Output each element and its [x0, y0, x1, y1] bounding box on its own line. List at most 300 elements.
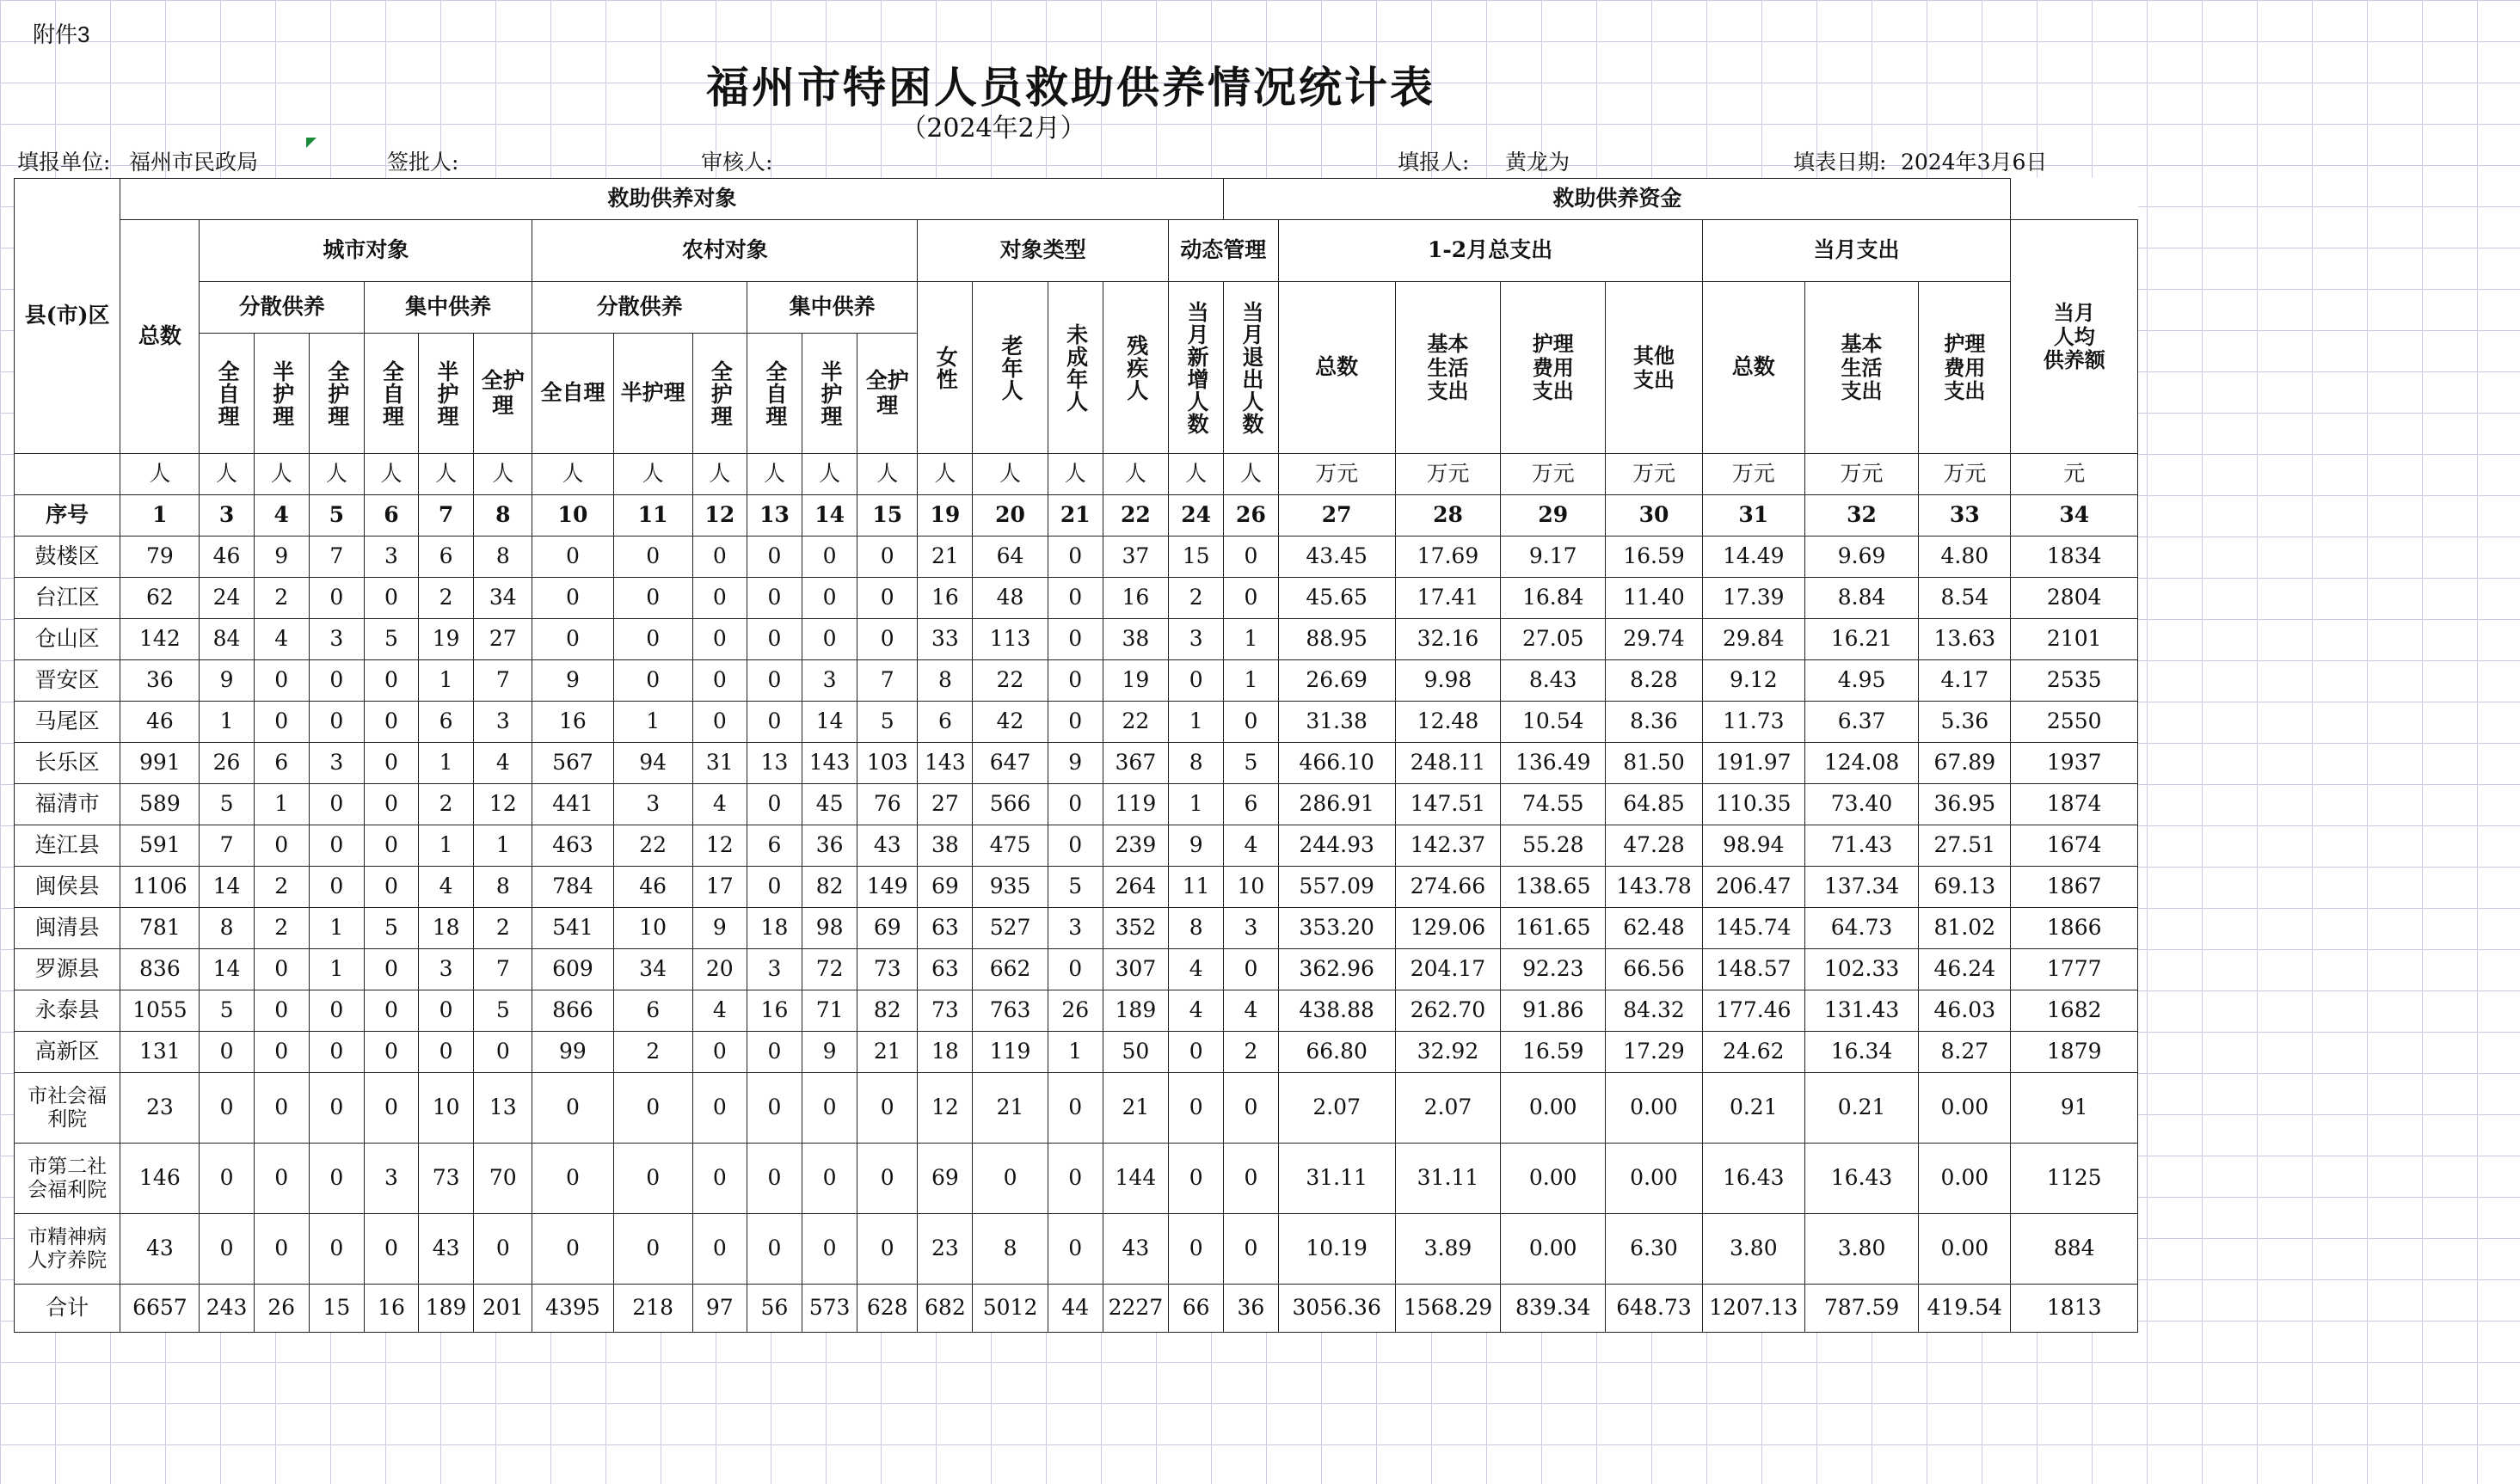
reporter-value[interactable]: 黄龙为 — [1505, 150, 1570, 175]
data-cell[interactable]: 38 — [918, 825, 973, 867]
data-cell[interactable]: 16 — [1103, 578, 1168, 619]
data-cell[interactable]: 46.03 — [1919, 990, 2011, 1032]
data-cell[interactable]: 6 — [613, 990, 692, 1032]
data-cell[interactable]: 0 — [309, 702, 364, 743]
data-cell[interactable]: 0 — [1224, 1214, 1278, 1285]
data-cell[interactable]: 8 — [973, 1214, 1048, 1285]
data-cell[interactable]: 3 — [1224, 908, 1278, 949]
data-cell[interactable]: 7 — [474, 949, 532, 990]
data-cell[interactable]: 27.05 — [1501, 619, 1606, 660]
data-cell[interactable]: 9.69 — [1804, 537, 1918, 578]
data-cell[interactable]: 204.17 — [1395, 949, 1500, 990]
data-cell[interactable]: 8 — [474, 867, 532, 908]
data-cell[interactable]: 21 — [918, 537, 973, 578]
data-cell[interactable]: 1106 — [120, 867, 200, 908]
data-cell[interactable]: 24 — [200, 578, 254, 619]
data-cell[interactable]: 0 — [747, 1144, 802, 1214]
data-cell[interactable]: 73 — [857, 949, 918, 990]
data-cell[interactable]: 1866 — [2011, 908, 2138, 949]
data-cell[interactable]: 243 — [200, 1285, 254, 1333]
data-cell[interactable]: 42 — [973, 702, 1048, 743]
data-cell[interactable]: 884 — [2011, 1214, 2138, 1285]
data-cell[interactable]: 66.80 — [1278, 1032, 1395, 1073]
county-name-cell[interactable]: 马尾区 — [15, 702, 120, 743]
data-cell[interactable]: 31.11 — [1395, 1144, 1500, 1214]
data-cell[interactable]: 0 — [309, 578, 364, 619]
data-cell[interactable]: 6 — [419, 702, 474, 743]
data-cell[interactable]: 0 — [692, 1214, 747, 1285]
data-cell[interactable]: 1867 — [2011, 867, 2138, 908]
data-cell[interactable]: 0 — [857, 537, 918, 578]
data-cell[interactable]: 4 — [1224, 825, 1278, 867]
data-cell[interactable]: 0 — [309, 867, 364, 908]
data-cell[interactable]: 8.36 — [1606, 702, 1702, 743]
data-cell[interactable]: 0 — [309, 1073, 364, 1144]
data-cell[interactable]: 0 — [857, 578, 918, 619]
data-cell[interactable]: 787.59 — [1804, 1285, 1918, 1333]
data-cell[interactable]: 1834 — [2011, 537, 2138, 578]
data-cell[interactable]: 2 — [254, 578, 309, 619]
data-cell[interactable]: 589 — [120, 784, 200, 825]
data-cell[interactable]: 1 — [309, 908, 364, 949]
data-cell[interactable]: 71 — [802, 990, 857, 1032]
data-cell[interactable]: 0 — [692, 660, 747, 702]
data-cell[interactable]: 73.40 — [1804, 784, 1918, 825]
data-cell[interactable]: 352 — [1103, 908, 1168, 949]
data-cell[interactable]: 63 — [918, 908, 973, 949]
data-cell[interactable]: 4 — [1168, 949, 1223, 990]
data-cell[interactable]: 0 — [309, 660, 364, 702]
data-cell[interactable]: 0 — [747, 702, 802, 743]
data-cell[interactable]: 3 — [1168, 619, 1223, 660]
data-cell[interactable]: 22 — [973, 660, 1048, 702]
data-cell[interactable]: 1 — [1168, 702, 1223, 743]
data-cell[interactable]: 62.48 — [1606, 908, 1702, 949]
data-cell[interactable]: 189 — [419, 1285, 474, 1333]
data-cell[interactable]: 137.34 — [1804, 867, 1918, 908]
data-cell[interactable]: 475 — [973, 825, 1048, 867]
data-cell[interactable]: 69 — [918, 867, 973, 908]
county-name-cell[interactable]: 晋安区 — [15, 660, 120, 702]
data-cell[interactable]: 0 — [474, 1032, 532, 1073]
data-cell[interactable]: 763 — [973, 990, 1048, 1032]
data-cell[interactable]: 102.33 — [1804, 949, 1918, 990]
data-cell[interactable]: 0 — [1048, 784, 1103, 825]
data-cell[interactable]: 264 — [1103, 867, 1168, 908]
county-name-cell[interactable]: 长乐区 — [15, 743, 120, 784]
data-cell[interactable]: 0 — [1168, 660, 1223, 702]
data-cell[interactable]: 15 — [309, 1285, 364, 1333]
data-cell[interactable]: 32.16 — [1395, 619, 1500, 660]
data-cell[interactable]: 3 — [309, 743, 364, 784]
data-cell[interactable]: 0 — [254, 702, 309, 743]
data-cell[interactable]: 72 — [802, 949, 857, 990]
data-cell[interactable]: 27.51 — [1919, 825, 2011, 867]
data-cell[interactable]: 7 — [309, 537, 364, 578]
data-cell[interactable]: 8 — [918, 660, 973, 702]
data-cell[interactable]: 0 — [364, 1073, 418, 1144]
data-cell[interactable]: 0.00 — [1501, 1214, 1606, 1285]
data-cell[interactable]: 0 — [747, 660, 802, 702]
data-cell[interactable]: 0 — [254, 660, 309, 702]
data-cell[interactable]: 119 — [1103, 784, 1168, 825]
county-name-cell[interactable]: 合计 — [15, 1285, 120, 1333]
data-cell[interactable]: 0 — [364, 990, 418, 1032]
data-cell[interactable]: 218 — [613, 1285, 692, 1333]
data-cell[interactable]: 0 — [802, 537, 857, 578]
data-cell[interactable]: 1674 — [2011, 825, 2138, 867]
data-cell[interactable]: 0 — [747, 1073, 802, 1144]
data-cell[interactable]: 206.47 — [1702, 867, 1804, 908]
data-cell[interactable]: 784 — [532, 867, 613, 908]
data-cell[interactable]: 0 — [1224, 537, 1278, 578]
data-cell[interactable]: 1937 — [2011, 743, 2138, 784]
data-cell[interactable]: 9.12 — [1702, 660, 1804, 702]
data-cell[interactable]: 1 — [1048, 1032, 1103, 1073]
data-cell[interactable]: 0 — [364, 867, 418, 908]
data-cell[interactable]: 0 — [309, 1032, 364, 1073]
data-cell[interactable]: 2 — [419, 578, 474, 619]
data-cell[interactable]: 23 — [120, 1073, 200, 1144]
data-cell[interactable]: 9 — [1048, 743, 1103, 784]
data-cell[interactable]: 13 — [747, 743, 802, 784]
data-cell[interactable]: 0 — [802, 578, 857, 619]
data-cell[interactable]: 37 — [1103, 537, 1168, 578]
data-cell[interactable]: 463 — [532, 825, 613, 867]
data-cell[interactable]: 46.24 — [1919, 949, 2011, 990]
data-cell[interactable]: 438.88 — [1278, 990, 1395, 1032]
data-cell[interactable]: 143 — [802, 743, 857, 784]
data-cell[interactable]: 142 — [120, 619, 200, 660]
data-cell[interactable]: 781 — [120, 908, 200, 949]
data-cell[interactable]: 2550 — [2011, 702, 2138, 743]
data-cell[interactable]: 0 — [1168, 1073, 1223, 1144]
data-cell[interactable]: 44 — [1048, 1285, 1103, 1333]
data-cell[interactable]: 3 — [419, 949, 474, 990]
data-cell[interactable]: 142.37 — [1395, 825, 1500, 867]
data-cell[interactable]: 21 — [1103, 1073, 1168, 1144]
data-cell[interactable]: 5 — [200, 990, 254, 1032]
data-cell[interactable]: 0 — [1168, 1214, 1223, 1285]
data-cell[interactable]: 15 — [1168, 537, 1223, 578]
data-cell[interactable]: 9 — [200, 660, 254, 702]
data-cell[interactable]: 124.08 — [1804, 743, 1918, 784]
data-cell[interactable]: 16.43 — [1702, 1144, 1804, 1214]
data-cell[interactable]: 4.80 — [1919, 537, 2011, 578]
data-cell[interactable]: 239 — [1103, 825, 1168, 867]
data-cell[interactable]: 567 — [532, 743, 613, 784]
data-cell[interactable]: 45.65 — [1278, 578, 1395, 619]
data-cell[interactable]: 0 — [200, 1144, 254, 1214]
data-cell[interactable]: 36 — [1224, 1285, 1278, 1333]
data-cell[interactable]: 2 — [474, 908, 532, 949]
data-cell[interactable]: 2804 — [2011, 578, 2138, 619]
county-name-cell[interactable]: 永泰县 — [15, 990, 120, 1032]
data-cell[interactable]: 69.13 — [1919, 867, 2011, 908]
county-name-cell[interactable]: 罗源县 — [15, 949, 120, 990]
data-cell[interactable]: 0 — [1048, 660, 1103, 702]
data-cell[interactable]: 8 — [200, 908, 254, 949]
data-cell[interactable]: 98.94 — [1702, 825, 1804, 867]
data-cell[interactable]: 0 — [1224, 578, 1278, 619]
data-cell[interactable]: 17.29 — [1606, 1032, 1702, 1073]
data-cell[interactable]: 0 — [973, 1144, 1048, 1214]
data-cell[interactable]: 0 — [1224, 949, 1278, 990]
county-name-cell[interactable]: 闽清县 — [15, 908, 120, 949]
data-cell[interactable]: 46 — [200, 537, 254, 578]
data-cell[interactable]: 248.11 — [1395, 743, 1500, 784]
data-cell[interactable]: 131.43 — [1804, 990, 1918, 1032]
data-cell[interactable]: 935 — [973, 867, 1048, 908]
data-cell[interactable]: 6 — [1224, 784, 1278, 825]
data-cell[interactable]: 1874 — [2011, 784, 2138, 825]
data-cell[interactable]: 2 — [419, 784, 474, 825]
data-cell[interactable]: 0 — [1048, 619, 1103, 660]
data-cell[interactable]: 0 — [1168, 1144, 1223, 1214]
data-cell[interactable]: 0 — [613, 660, 692, 702]
data-cell[interactable]: 14 — [802, 702, 857, 743]
data-cell[interactable]: 4.17 — [1919, 660, 2011, 702]
data-cell[interactable]: 6.37 — [1804, 702, 1918, 743]
data-cell[interactable]: 29.74 — [1606, 619, 1702, 660]
data-cell[interactable]: 16.59 — [1606, 537, 1702, 578]
data-cell[interactable]: 5.36 — [1919, 702, 2011, 743]
data-cell[interactable]: 307 — [1103, 949, 1168, 990]
data-cell[interactable]: 2 — [1224, 1032, 1278, 1073]
data-cell[interactable]: 0.21 — [1804, 1073, 1918, 1144]
data-cell[interactable]: 1 — [1224, 619, 1278, 660]
data-cell[interactable]: 0 — [747, 784, 802, 825]
data-cell[interactable]: 21 — [857, 1032, 918, 1073]
data-cell[interactable]: 70 — [474, 1144, 532, 1214]
data-cell[interactable]: 16.84 — [1501, 578, 1606, 619]
data-cell[interactable]: 161.65 — [1501, 908, 1606, 949]
data-cell[interactable]: 1 — [1224, 660, 1278, 702]
data-cell[interactable]: 609 — [532, 949, 613, 990]
data-cell[interactable]: 92.23 — [1501, 949, 1606, 990]
data-cell[interactable]: 1 — [419, 660, 474, 702]
data-cell[interactable]: 0 — [364, 825, 418, 867]
data-cell[interactable]: 11 — [1168, 867, 1223, 908]
data-cell[interactable]: 0 — [254, 949, 309, 990]
data-cell[interactable]: 367 — [1103, 743, 1168, 784]
data-cell[interactable]: 19 — [419, 619, 474, 660]
data-cell[interactable]: 0 — [857, 1214, 918, 1285]
data-cell[interactable]: 64.85 — [1606, 784, 1702, 825]
data-cell[interactable]: 0 — [364, 702, 418, 743]
data-cell[interactable]: 82 — [857, 990, 918, 1032]
data-cell[interactable]: 36 — [120, 660, 200, 702]
data-cell[interactable]: 2 — [254, 867, 309, 908]
data-cell[interactable]: 81.50 — [1606, 743, 1702, 784]
data-cell[interactable]: 0 — [1048, 825, 1103, 867]
county-name-cell[interactable]: 福清市 — [15, 784, 120, 825]
data-cell[interactable]: 32.92 — [1395, 1032, 1500, 1073]
data-cell[interactable]: 62 — [120, 578, 200, 619]
data-cell[interactable]: 84 — [200, 619, 254, 660]
data-cell[interactable]: 9.98 — [1395, 660, 1500, 702]
county-name-cell[interactable]: 市精神病 人疗养院 — [15, 1214, 120, 1285]
data-cell[interactable]: 50 — [1103, 1032, 1168, 1073]
data-cell[interactable]: 0 — [1224, 1144, 1278, 1214]
data-cell[interactable]: 13.63 — [1919, 619, 2011, 660]
data-cell[interactable]: 0 — [364, 743, 418, 784]
data-cell[interactable]: 5 — [200, 784, 254, 825]
data-cell[interactable]: 0 — [692, 1032, 747, 1073]
data-cell[interactable]: 0 — [747, 867, 802, 908]
data-cell[interactable]: 64.73 — [1804, 908, 1918, 949]
data-cell[interactable]: 14.49 — [1702, 537, 1804, 578]
data-cell[interactable]: 189 — [1103, 990, 1168, 1032]
data-cell[interactable]: 97 — [692, 1285, 747, 1333]
data-cell[interactable]: 0 — [532, 578, 613, 619]
county-name-cell[interactable]: 仓山区 — [15, 619, 120, 660]
data-cell[interactable]: 0 — [254, 990, 309, 1032]
data-cell[interactable]: 18 — [918, 1032, 973, 1073]
data-cell[interactable]: 24.62 — [1702, 1032, 1804, 1073]
data-cell[interactable]: 0.21 — [1702, 1073, 1804, 1144]
data-cell[interactable]: 9 — [1168, 825, 1223, 867]
data-cell[interactable]: 144 — [1103, 1144, 1168, 1214]
data-cell[interactable]: 19 — [1103, 660, 1168, 702]
data-cell[interactable]: 0 — [692, 702, 747, 743]
data-cell[interactable]: 48 — [973, 578, 1048, 619]
data-cell[interactable]: 527 — [973, 908, 1048, 949]
data-cell[interactable]: 10 — [613, 908, 692, 949]
data-cell[interactable]: 1 — [419, 825, 474, 867]
data-cell[interactable]: 1 — [200, 702, 254, 743]
data-cell[interactable]: 6.30 — [1606, 1214, 1702, 1285]
data-cell[interactable]: 0 — [364, 1032, 418, 1073]
data-cell[interactable]: 1 — [419, 743, 474, 784]
data-cell[interactable]: 143.78 — [1606, 867, 1702, 908]
data-cell[interactable]: 419.54 — [1919, 1285, 2011, 1333]
county-name-cell[interactable]: 闽侯县 — [15, 867, 120, 908]
data-cell[interactable]: 3.89 — [1395, 1214, 1500, 1285]
data-cell[interactable]: 146 — [120, 1144, 200, 1214]
data-cell[interactable]: 0 — [747, 1032, 802, 1073]
data-cell[interactable]: 0 — [802, 1073, 857, 1144]
data-cell[interactable]: 1777 — [2011, 949, 2138, 990]
data-cell[interactable]: 55.28 — [1501, 825, 1606, 867]
data-cell[interactable]: 0 — [532, 1214, 613, 1285]
data-cell[interactable]: 149 — [857, 867, 918, 908]
data-cell[interactable]: 16 — [747, 990, 802, 1032]
data-cell[interactable]: 29.84 — [1702, 619, 1804, 660]
data-cell[interactable]: 0 — [200, 1214, 254, 1285]
data-cell[interactable]: 0.00 — [1919, 1214, 2011, 1285]
data-cell[interactable]: 9 — [254, 537, 309, 578]
data-cell[interactable]: 0 — [1048, 1144, 1103, 1214]
data-cell[interactable]: 22 — [1103, 702, 1168, 743]
data-cell[interactable]: 36 — [802, 825, 857, 867]
data-cell[interactable]: 45 — [802, 784, 857, 825]
data-cell[interactable]: 7 — [857, 660, 918, 702]
data-cell[interactable]: 12 — [918, 1073, 973, 1144]
data-cell[interactable]: 0 — [692, 537, 747, 578]
data-cell[interactable]: 648.73 — [1606, 1285, 1702, 1333]
data-cell[interactable]: 23 — [918, 1214, 973, 1285]
data-cell[interactable]: 21 — [973, 1073, 1048, 1144]
data-cell[interactable]: 5 — [857, 702, 918, 743]
data-cell[interactable]: 2.07 — [1395, 1073, 1500, 1144]
data-cell[interactable]: 682 — [918, 1285, 973, 1333]
data-cell[interactable]: 82 — [802, 867, 857, 908]
data-cell[interactable]: 22 — [613, 825, 692, 867]
data-cell[interactable]: 362.96 — [1278, 949, 1395, 990]
data-cell[interactable]: 9 — [532, 660, 613, 702]
data-cell[interactable]: 4 — [1168, 990, 1223, 1032]
data-cell[interactable]: 9 — [692, 908, 747, 949]
data-cell[interactable]: 26 — [1048, 990, 1103, 1032]
data-cell[interactable]: 3 — [613, 784, 692, 825]
data-cell[interactable]: 0 — [254, 1032, 309, 1073]
data-cell[interactable]: 6 — [254, 743, 309, 784]
data-cell[interactable]: 0 — [857, 1144, 918, 1214]
data-cell[interactable]: 34 — [613, 949, 692, 990]
data-cell[interactable]: 991 — [120, 743, 200, 784]
data-cell[interactable]: 0.00 — [1919, 1144, 2011, 1214]
data-cell[interactable]: 5 — [364, 619, 418, 660]
data-cell[interactable]: 0 — [532, 1144, 613, 1214]
data-cell[interactable]: 3 — [802, 660, 857, 702]
data-cell[interactable]: 274.66 — [1395, 867, 1500, 908]
data-cell[interactable]: 6 — [918, 702, 973, 743]
data-cell[interactable]: 0 — [532, 1073, 613, 1144]
data-cell[interactable]: 0 — [364, 1214, 418, 1285]
data-cell[interactable]: 73 — [419, 1144, 474, 1214]
data-cell[interactable]: 1125 — [2011, 1144, 2138, 1214]
data-cell[interactable]: 13 — [474, 1073, 532, 1144]
data-cell[interactable]: 34 — [474, 578, 532, 619]
data-cell[interactable]: 0 — [747, 537, 802, 578]
data-cell[interactable]: 74.55 — [1501, 784, 1606, 825]
data-cell[interactable]: 0 — [1224, 1073, 1278, 1144]
data-cell[interactable]: 17 — [692, 867, 747, 908]
data-cell[interactable]: 3 — [364, 1144, 418, 1214]
data-cell[interactable]: 66 — [1168, 1285, 1223, 1333]
data-cell[interactable]: 8.54 — [1919, 578, 2011, 619]
data-cell[interactable]: 662 — [973, 949, 1048, 990]
data-cell[interactable]: 6657 — [120, 1285, 200, 1333]
data-cell[interactable]: 67.89 — [1919, 743, 2011, 784]
data-cell[interactable]: 129.06 — [1395, 908, 1500, 949]
data-cell[interactable]: 14 — [200, 949, 254, 990]
data-cell[interactable]: 628 — [857, 1285, 918, 1333]
data-cell[interactable]: 36.95 — [1919, 784, 2011, 825]
data-cell[interactable]: 16.59 — [1501, 1032, 1606, 1073]
data-cell[interactable]: 0 — [200, 1032, 254, 1073]
date-value[interactable]: 2024年3月6日 — [1901, 150, 2048, 175]
data-cell[interactable]: 0 — [747, 619, 802, 660]
data-cell[interactable]: 1 — [613, 702, 692, 743]
county-name-cell[interactable]: 市社会福 利院 — [15, 1073, 120, 1144]
data-cell[interactable]: 0 — [532, 619, 613, 660]
data-cell[interactable]: 0 — [1048, 1073, 1103, 1144]
data-cell[interactable]: 0.00 — [1606, 1073, 1702, 1144]
data-cell[interactable]: 3056.36 — [1278, 1285, 1395, 1333]
data-cell[interactable]: 0 — [1048, 1214, 1103, 1285]
data-cell[interactable]: 3 — [474, 702, 532, 743]
data-cell[interactable]: 43 — [857, 825, 918, 867]
data-cell[interactable]: 0 — [364, 660, 418, 702]
data-cell[interactable]: 0 — [857, 1073, 918, 1144]
data-cell[interactable]: 2227 — [1103, 1285, 1168, 1333]
data-cell[interactable]: 8 — [1168, 908, 1223, 949]
data-cell[interactable]: 0 — [474, 1214, 532, 1285]
data-cell[interactable]: 16 — [532, 702, 613, 743]
data-cell[interactable]: 84.32 — [1606, 990, 1702, 1032]
